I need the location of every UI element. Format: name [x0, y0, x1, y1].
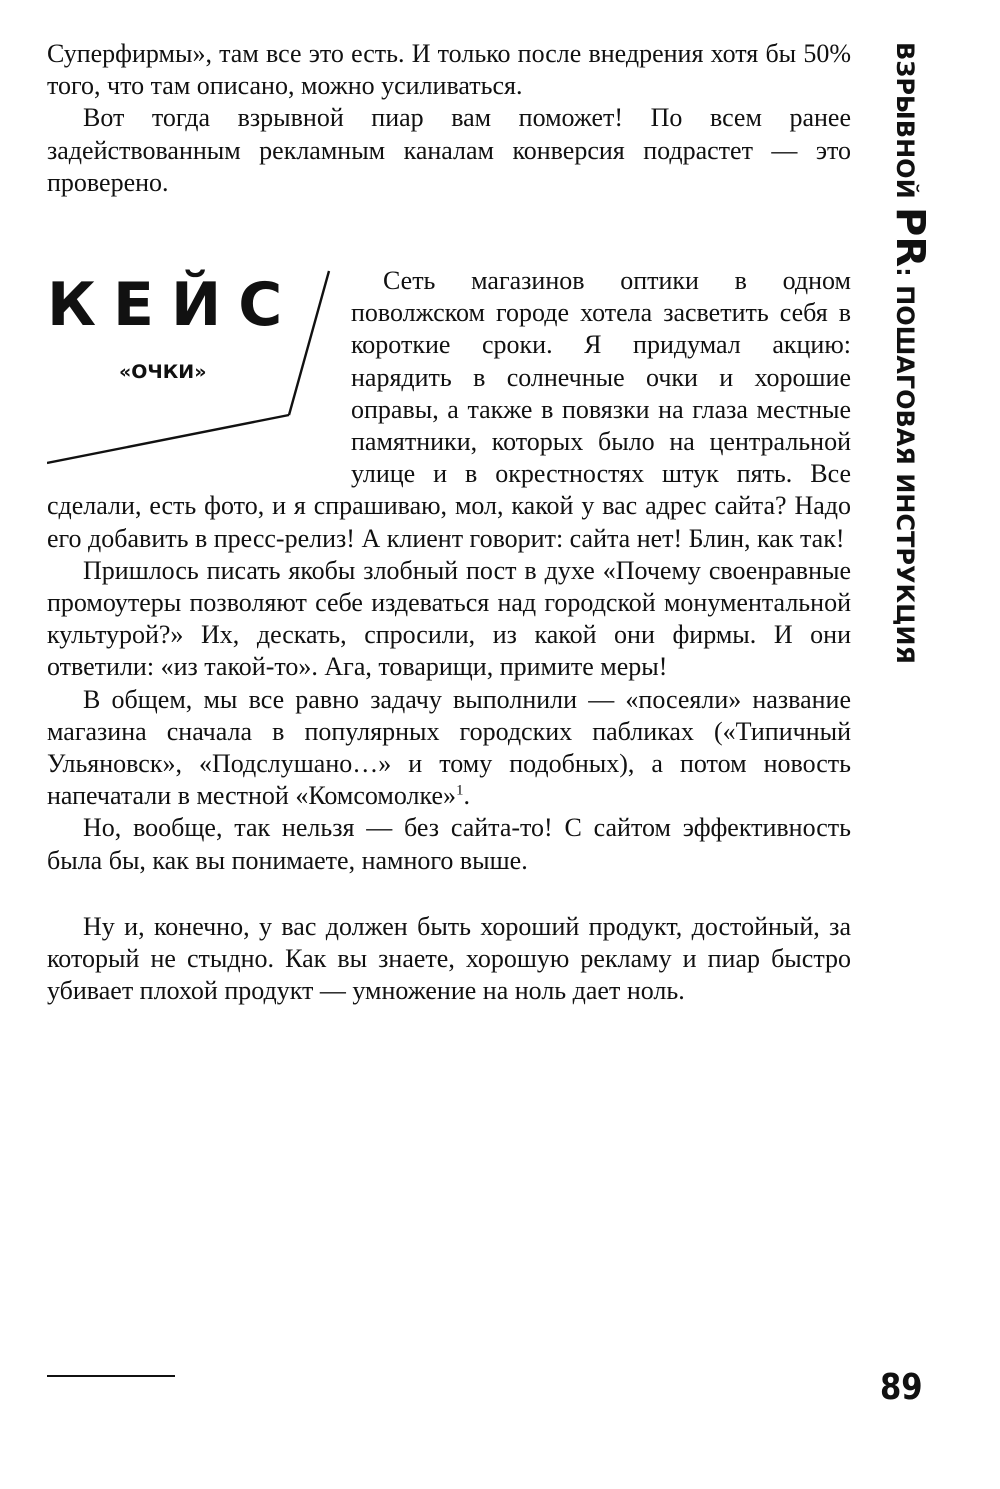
footnote-rule — [47, 1375, 175, 1377]
case-paragraph-3-text: В общем, мы все равно задачу выполнили — «посеяли» название магазина сначала в популярных городских пабликах («Типичный Ульяновск», «Подслушано…» и тому подобных), а потом новость напечатали в местной «Комсомолке» — [47, 684, 851, 811]
running-header-after: : ПОШАГОВАЯ ИНСТРУКЦИЯ — [891, 267, 919, 664]
intro-paragraph-1: Суперфирмы», там все это есть. И только после внедрения хотя бы 50% того, что там описано, можно усиливаться. — [47, 39, 851, 101]
running-header — [887, 42, 933, 664]
running-header-emphasis: PR — [887, 207, 933, 268]
case-subtitle: «ОЧКИ» — [119, 361, 207, 384]
page-number: 89 — [880, 1367, 923, 1408]
case-paragraph-1-text: Сеть магазинов оптики в одном поволжском городе хотела засветить себя в короткие сроки. Я придумал акцию: нарядить в солнечные очки и хорошие оправы, а также в повязки на глаза местные памятники, которых было на центральной улице и в окрестностях штук пять. Все сделали, есть фото, и я спрашиваю, мол, какой у вас адрес сайта? Надо его добавить в пресс-релиз! А клиент говорит: сайта нет! Блин, как так! — [47, 266, 851, 553]
case-paragraph-4: Но, вообще, так нельзя — без сайта-то! С сайтом эффективность была бы, как вы понимаете, намного выше. — [47, 813, 851, 875]
case-frame-lines — [47, 265, 347, 469]
main-text-column — [47, 38, 851, 1007]
case-paragraph-3 — [47, 684, 851, 813]
footnote-reference: 1 — [456, 782, 464, 799]
section-spacer — [47, 199, 851, 265]
case-slash-line — [289, 271, 329, 415]
closing-paragraph: Ну и, конечно, у вас должен быть хороший продукт, достойный, за который не стыдно. Как вы знаете, хорошую рекламу и пиар быстро убивает плохой продукт — умножение на ноль дает ноль. — [47, 911, 851, 1006]
case-underline — [47, 415, 289, 463]
case-paragraph-3-end: . — [463, 781, 471, 811]
intro-paragraph-2: Вот тогда взрывной пиар вам поможет! По всем ранее задействованным рекламным каналам конверсия подрастет — это проверено. — [47, 103, 851, 197]
case-title: КЕЙС — [47, 270, 300, 341]
case-paragraph-2: Пришлось писать якобы злобный пост в духе «Почему своенравные промоутеры позволяют себе издеваться над городской монументальной культурой?» Их, дескать, спросили, из какой они фирмы. И они ответили: «из такой-то». Ага, товарищи, примите меры! — [47, 555, 851, 682]
running-header-before: ВЗРЫВНОЙ — [891, 42, 919, 208]
case-heading-box — [47, 265, 347, 469]
section-spacer — [47, 877, 851, 911]
